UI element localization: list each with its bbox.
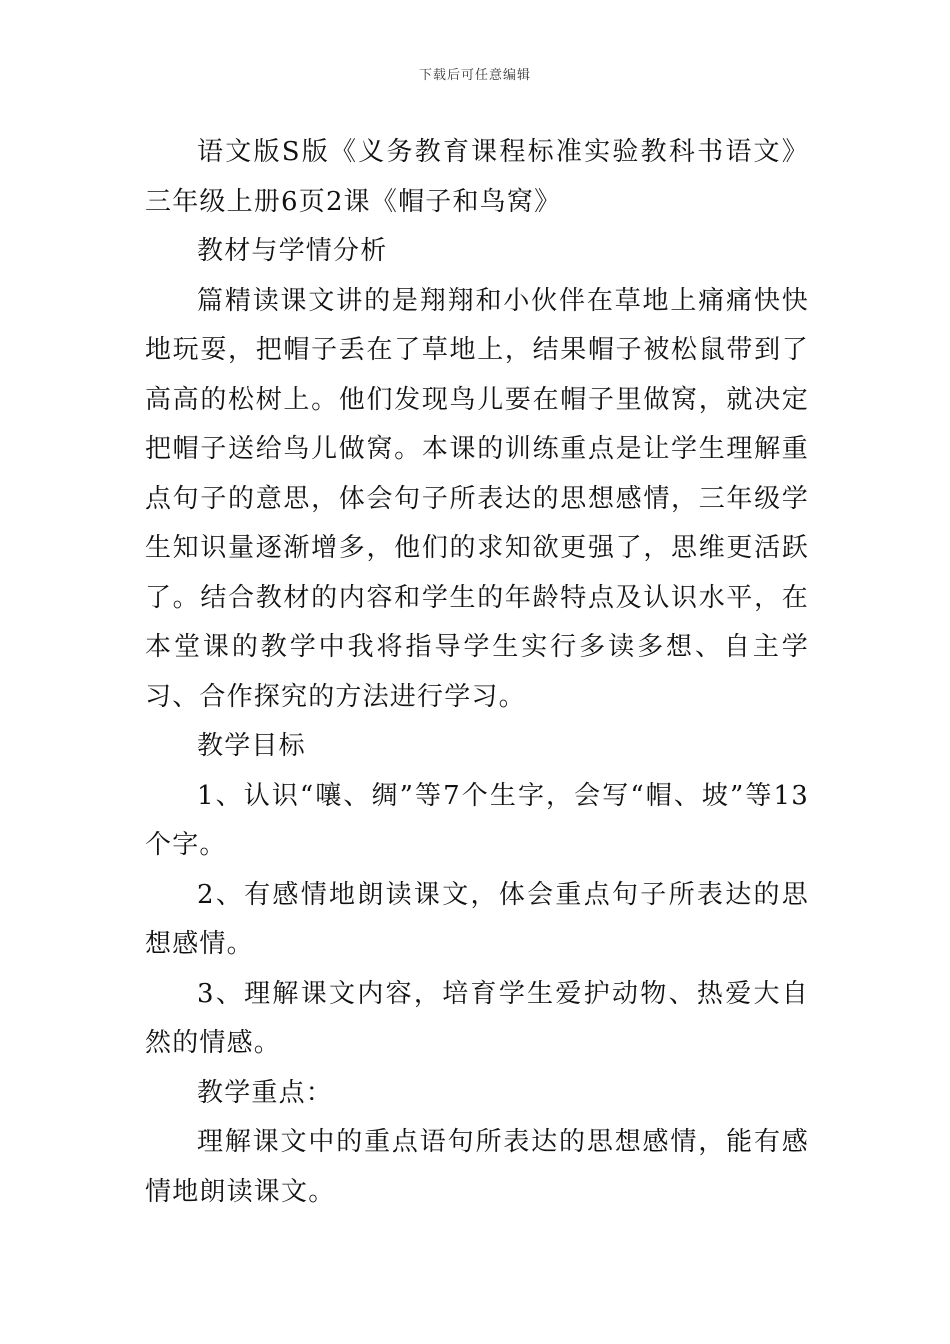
section-heading-key-points: 教学重点： bbox=[197, 1077, 334, 1108]
page-header-note: 下载后可任意编辑 bbox=[418, 68, 531, 83]
document-title-paragraph: 语文版S版《义务教育课程标准实验教科书语文》三年级上册6页2课《帽子和鸟窝》 bbox=[145, 137, 809, 217]
objective-item-2: 2、有感情地朗读课文，体会重点句子所表达的思想感情。 bbox=[145, 879, 809, 959]
key-points-paragraph: 理解课文中的重点语句所表达的思想感情，能有感情地朗读课文。 bbox=[145, 1127, 809, 1207]
analysis-paragraph: 篇精读课文讲的是翔翔和小伙伴在草地上痛痛快快地玩耍，把帽子丢在了草地上，结果帽子被松鼠带到了高高的松树上。他们发现鸟儿要在帽子里做窝，就决定把帽子送给鸟儿做窝。本课的训练重点是让学生理解重点句子的意思，体会句子所表达的思想感情，三年级学生知识量逐渐增多，他们的求知欲更强了，思维更活跃了。结合教材的内容和学生的年龄特点及认识水平，在本堂课的教学中我将指导学生实行多读多想、自主学习、合作探究的方法进行学习。 bbox=[145, 285, 809, 712]
section-heading-analysis: 教材与学情分析 bbox=[197, 236, 388, 266]
document-body bbox=[145, 128, 809, 1217]
section-heading-objectives: 教学目标 bbox=[197, 731, 306, 761]
objective-item-1: 1、认识“嚷、绸”等7个生字，会写“帽、坡”等13个字。 bbox=[145, 780, 809, 860]
objective-item-3: 3、理解课文内容，培育学生爱护动物、热爱大自然的情感。 bbox=[145, 978, 809, 1058]
